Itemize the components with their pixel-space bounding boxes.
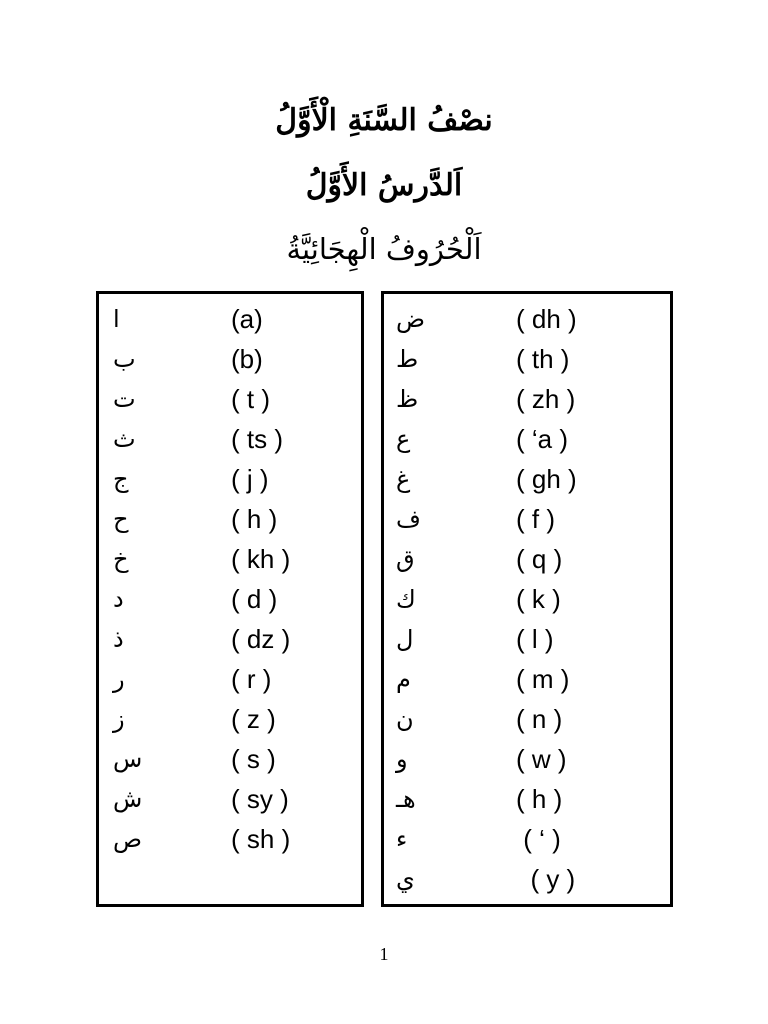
letter-row <box>99 779 361 819</box>
transliteration: ( t ) <box>231 384 270 414</box>
arabic-letter: م <box>396 665 411 693</box>
transliteration: ( dh ) <box>516 304 577 334</box>
letter-row <box>99 459 361 499</box>
transliteration: ( y ) <box>516 864 576 894</box>
transliteration: ( sy ) <box>231 784 289 814</box>
letter-row <box>384 739 670 779</box>
arabic-letter: ء <box>396 825 408 853</box>
transliteration: ( kh ) <box>231 544 291 574</box>
arabic-letter: ت <box>113 385 136 413</box>
arabic-letter: ج <box>113 465 129 493</box>
transliteration: ( q ) <box>516 544 563 574</box>
arabic-letter: ل <box>396 625 414 653</box>
transliteration: ( gh ) <box>516 464 577 494</box>
letter-row <box>99 739 361 779</box>
letter-row <box>384 819 670 859</box>
arabic-letter: ك <box>396 585 416 613</box>
transliteration: (a) <box>231 304 263 334</box>
transliteration: ( l ) <box>516 624 554 654</box>
arabic-letter: ص <box>113 825 143 853</box>
transliteration: ( zh ) <box>516 384 576 414</box>
transliteration: ( m ) <box>516 664 570 694</box>
transliteration: ( h ) <box>516 784 563 814</box>
letter-row <box>99 619 361 659</box>
arabic-letter: و <box>396 745 408 773</box>
transliteration: ( sh ) <box>231 824 291 854</box>
letter-row <box>384 459 670 499</box>
letter-row <box>99 379 361 419</box>
arabic-letter: ن <box>396 705 414 733</box>
arabic-letter: ر <box>113 665 125 693</box>
arabic-letter: ب <box>113 345 136 373</box>
arabic-letter: هـ <box>396 785 416 813</box>
letter-row <box>99 579 361 619</box>
letter-row <box>99 339 361 379</box>
letter-row <box>384 699 670 739</box>
letter-row <box>384 619 670 659</box>
transliteration: ( d ) <box>231 584 278 614</box>
letter-row <box>384 339 670 379</box>
arabic-letter: ف <box>396 505 421 533</box>
arabic-letter: ض <box>396 305 426 333</box>
arabic-letter: ق <box>396 545 415 573</box>
transliteration: ( j ) <box>231 464 269 494</box>
arabic-letter: ع <box>396 425 411 453</box>
page-number: 1 <box>379 944 389 964</box>
arabic-letter: ش <box>113 785 143 813</box>
topic-title: اَلْحُرُوفُ الْهِجَائِيَّةُ <box>286 232 482 266</box>
letter-row <box>384 779 670 819</box>
letter-row <box>384 659 670 699</box>
letter-row <box>384 579 670 619</box>
letter-row <box>99 699 361 739</box>
letter-row <box>99 539 361 579</box>
arabic-letter: ا <box>113 305 120 333</box>
semester-title: نصْفُ السَّنَةِ الْأَوَّلُ <box>275 103 493 138</box>
alphabet-table-right <box>381 291 673 907</box>
transliteration: ( w ) <box>516 744 567 774</box>
letter-row <box>99 419 361 459</box>
arabic-letter: س <box>113 745 143 773</box>
lesson-title: اَلدَّرسُ الأَوَّلُ <box>305 168 463 203</box>
transliteration: ( ts ) <box>231 424 283 454</box>
transliteration: ( h ) <box>231 504 278 534</box>
arabic-letter: غ <box>396 465 411 493</box>
arabic-letter: ح <box>113 505 129 533</box>
transliteration: ( f ) <box>516 504 555 534</box>
transliteration: ( ‘a ) <box>516 424 568 454</box>
letter-row <box>384 299 670 339</box>
transliteration: ( ‘ ) <box>516 824 561 854</box>
transliteration: ( n ) <box>516 704 563 734</box>
transliteration: ( r ) <box>231 664 272 694</box>
arabic-letter: خ <box>113 545 129 573</box>
letter-row <box>384 419 670 459</box>
letter-row <box>99 659 361 699</box>
letter-row <box>99 299 361 339</box>
transliteration: ( k ) <box>516 584 561 614</box>
transliteration: ( th ) <box>516 344 570 374</box>
transliteration: (b) <box>231 344 263 374</box>
transliteration: ( s ) <box>231 744 276 774</box>
arabic-letter: ي <box>396 865 415 893</box>
arabic-letter: ذ <box>113 625 124 653</box>
letter-row <box>384 539 670 579</box>
arabic-letter: ز <box>113 705 125 733</box>
arabic-letter: ث <box>113 425 136 453</box>
arabic-letter: ط <box>396 345 419 373</box>
arabic-letter: د <box>113 585 124 613</box>
letter-row <box>384 499 670 539</box>
transliteration: ( dz ) <box>231 624 291 654</box>
transliteration: ( z ) <box>231 704 276 734</box>
arabic-letter: ظ <box>396 385 419 413</box>
alphabet-table-left <box>96 291 364 907</box>
letter-row <box>99 819 361 859</box>
letter-row <box>384 859 670 899</box>
letter-row <box>384 379 670 419</box>
letter-row <box>99 499 361 539</box>
